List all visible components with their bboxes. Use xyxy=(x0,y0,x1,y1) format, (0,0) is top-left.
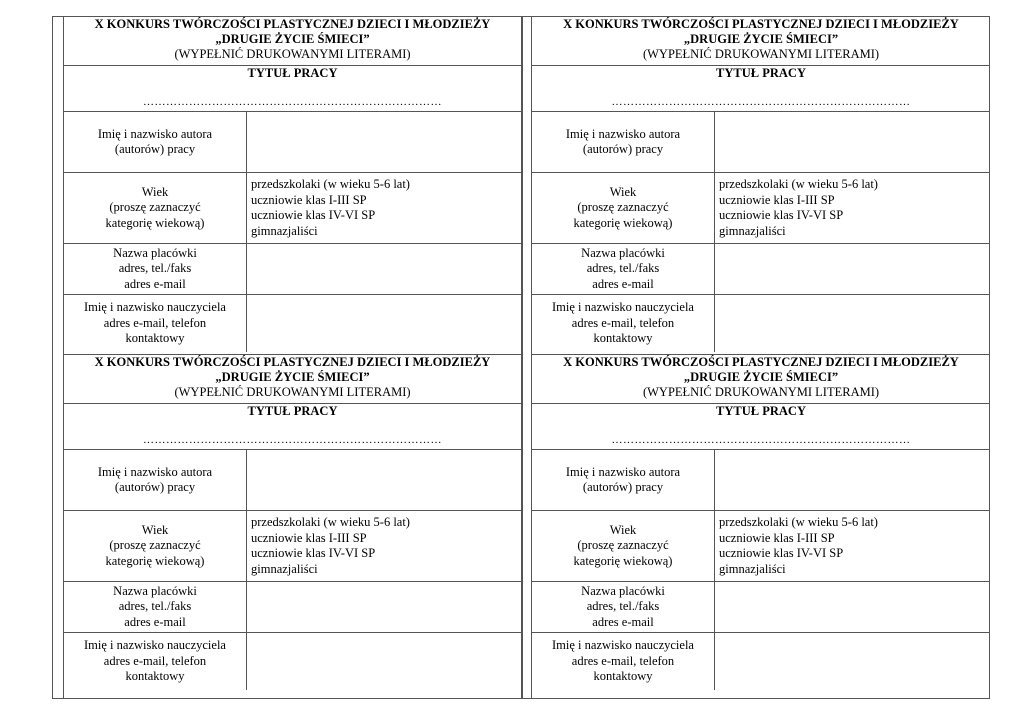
age-option[interactable]: uczniowie klas IV-VI SP xyxy=(251,546,376,560)
school-label: Nazwa placówki adres, tel./faks adres e-mail xyxy=(64,244,247,295)
work-title-label: TYTUŁ PRACY xyxy=(716,66,806,80)
work-title-label: TYTUŁ PRACY xyxy=(247,404,338,418)
form-header xyxy=(532,17,990,65)
age-label: Wiek (proszę zaznaczyć kategorię wiekową) xyxy=(64,511,247,582)
contest-title: X KONKURS TWÓRCZOŚCI PLASTYCZNEJ DZIECI I MŁODZIEŻY xyxy=(94,355,491,369)
teacher-row xyxy=(64,295,521,352)
fill-instruction: (WYPEŁNIĆ DRUKOWANYMI LITERAMI) xyxy=(642,385,880,399)
school-field[interactable] xyxy=(715,582,991,633)
fill-instruction: (WYPEŁNIĆ DRUKOWANYMI LITERAMI) xyxy=(642,47,880,61)
age-options[interactable] xyxy=(715,173,991,244)
teacher-label: Imię i nazwisko nauczyciela adres e-mail, telefon kontaktowy xyxy=(64,295,247,352)
work-title-field[interactable]: …………………………………………………………………… xyxy=(611,96,911,108)
age-label: Wiek (proszę zaznaczyć kategorię wiekową) xyxy=(532,173,715,244)
author-label: Imię i nazwisko autora (autorów) pracy xyxy=(64,450,247,511)
teacher-row xyxy=(532,295,990,352)
left-column xyxy=(63,17,522,698)
author-field[interactable] xyxy=(247,450,522,511)
school-label: Nazwa placówki adres, tel./faks adres e-mail xyxy=(532,582,715,633)
form-header xyxy=(532,355,990,403)
teacher-label: Imię i nazwisko nauczyciela adres e-mail, telefon kontaktowy xyxy=(532,295,715,352)
teacher-field[interactable] xyxy=(247,633,522,690)
age-row xyxy=(64,173,521,244)
entry-form-card xyxy=(64,354,521,701)
age-option[interactable]: uczniowie klas I-III SP xyxy=(719,192,835,207)
contest-subtitle: „DRUGIE ŻYCIE ŚMIECI” xyxy=(215,370,370,384)
age-label: Wiek (proszę zaznaczyć kategorię wiekową) xyxy=(532,511,715,582)
age-row xyxy=(532,173,990,244)
age-option[interactable]: gimnazjaliści xyxy=(251,223,318,238)
contest-title: X KONKURS TWÓRCZOŚCI PLASTYCZNEJ DZIECI I MŁODZIEŻY xyxy=(563,17,959,31)
work-title-label: TYTUŁ PRACY xyxy=(716,404,806,418)
age-option[interactable]: gimnazjaliści xyxy=(719,561,786,576)
fill-instruction: (WYPEŁNIĆ DRUKOWANYMI LITERAMI) xyxy=(174,47,411,61)
form-header xyxy=(64,17,521,65)
form-table xyxy=(532,449,990,690)
work-title-field[interactable]: …………………………………………………………………… xyxy=(143,434,442,446)
age-option[interactable]: przedszkolaki (w wieku 5-6 lat) xyxy=(251,177,410,191)
teacher-row xyxy=(532,633,990,690)
work-title-section xyxy=(64,65,521,111)
author-row xyxy=(532,450,990,511)
teacher-label: Imię i nazwisko nauczyciela adres e-mail, telefon kontaktowy xyxy=(64,633,247,690)
school-row xyxy=(64,582,521,633)
age-options[interactable] xyxy=(247,173,522,244)
school-label: Nazwa placówki adres, tel./faks adres e-mail xyxy=(532,244,715,295)
work-title-label: TYTUŁ PRACY xyxy=(247,66,338,80)
work-title-section xyxy=(532,403,990,449)
contest-title: X KONKURS TWÓRCZOŚCI PLASTYCZNEJ DZIECI I MŁODZIEŻY xyxy=(563,355,959,369)
teacher-field[interactable] xyxy=(715,633,991,690)
age-option[interactable]: uczniowie klas IV-VI SP xyxy=(251,208,376,222)
entry-form-card xyxy=(532,354,990,701)
age-option[interactable]: przedszkolaki (w wieku 5-6 lat) xyxy=(251,515,410,529)
teacher-field[interactable] xyxy=(715,295,991,352)
author-label: Imię i nazwisko autora (autorów) pracy xyxy=(64,112,247,173)
author-field[interactable] xyxy=(715,112,991,173)
school-row xyxy=(532,244,990,295)
page-frame xyxy=(52,16,990,699)
form-table xyxy=(64,449,521,690)
author-row xyxy=(64,450,521,511)
age-option[interactable]: uczniowie klas I-III SP xyxy=(251,192,367,207)
school-field[interactable] xyxy=(247,582,522,633)
work-title-section xyxy=(64,403,521,449)
author-field[interactable] xyxy=(247,112,522,173)
age-option[interactable]: uczniowie klas IV-VI SP xyxy=(719,546,844,560)
age-option[interactable]: gimnazjaliści xyxy=(719,223,786,238)
age-row xyxy=(64,511,521,582)
contest-title: X KONKURS TWÓRCZOŚCI PLASTYCZNEJ DZIECI I MŁODZIEŻY xyxy=(94,17,491,31)
school-row xyxy=(532,582,990,633)
author-label: Imię i nazwisko autora (autorów) pracy xyxy=(532,112,715,173)
form-table xyxy=(64,111,521,352)
school-field[interactable] xyxy=(715,244,991,295)
age-option[interactable]: uczniowie klas I-III SP xyxy=(251,530,367,545)
entry-form-card xyxy=(532,17,990,354)
age-option[interactable]: uczniowie klas I-III SP xyxy=(719,530,835,545)
right-column xyxy=(531,17,990,698)
age-options[interactable] xyxy=(715,511,991,582)
work-title-field[interactable]: …………………………………………………………………… xyxy=(611,434,911,446)
work-title-section xyxy=(532,65,990,111)
age-options[interactable] xyxy=(247,511,522,582)
entry-form-card xyxy=(64,17,521,354)
school-row xyxy=(64,244,521,295)
age-label: Wiek (proszę zaznaczyć kategorię wiekową) xyxy=(64,173,247,244)
contest-subtitle: „DRUGIE ŻYCIE ŚMIECI” xyxy=(683,32,839,46)
age-option[interactable]: gimnazjaliści xyxy=(251,561,318,576)
author-label: Imię i nazwisko autora (autorów) pracy xyxy=(532,450,715,511)
author-field[interactable] xyxy=(715,450,991,511)
work-title-field[interactable]: …………………………………………………………………… xyxy=(143,96,442,108)
age-option[interactable]: przedszkolaki (w wieku 5-6 lat) xyxy=(719,177,878,191)
school-label: Nazwa placówki adres, tel./faks adres e-mail xyxy=(64,582,247,633)
fill-instruction: (WYPEŁNIĆ DRUKOWANYMI LITERAMI) xyxy=(174,385,411,399)
author-row xyxy=(64,112,521,173)
teacher-label: Imię i nazwisko nauczyciela adres e-mail, telefon kontaktowy xyxy=(532,633,715,690)
age-option[interactable]: uczniowie klas IV-VI SP xyxy=(719,208,844,222)
form-table xyxy=(532,111,990,352)
contest-subtitle: „DRUGIE ŻYCIE ŚMIECI” xyxy=(215,32,370,46)
age-option[interactable]: przedszkolaki (w wieku 5-6 lat) xyxy=(719,515,878,529)
form-header xyxy=(64,355,521,403)
age-row xyxy=(532,511,990,582)
school-field[interactable] xyxy=(247,244,522,295)
contest-subtitle: „DRUGIE ŻYCIE ŚMIECI” xyxy=(683,370,839,384)
author-row xyxy=(532,112,990,173)
teacher-field[interactable] xyxy=(247,295,522,352)
teacher-row xyxy=(64,633,521,690)
